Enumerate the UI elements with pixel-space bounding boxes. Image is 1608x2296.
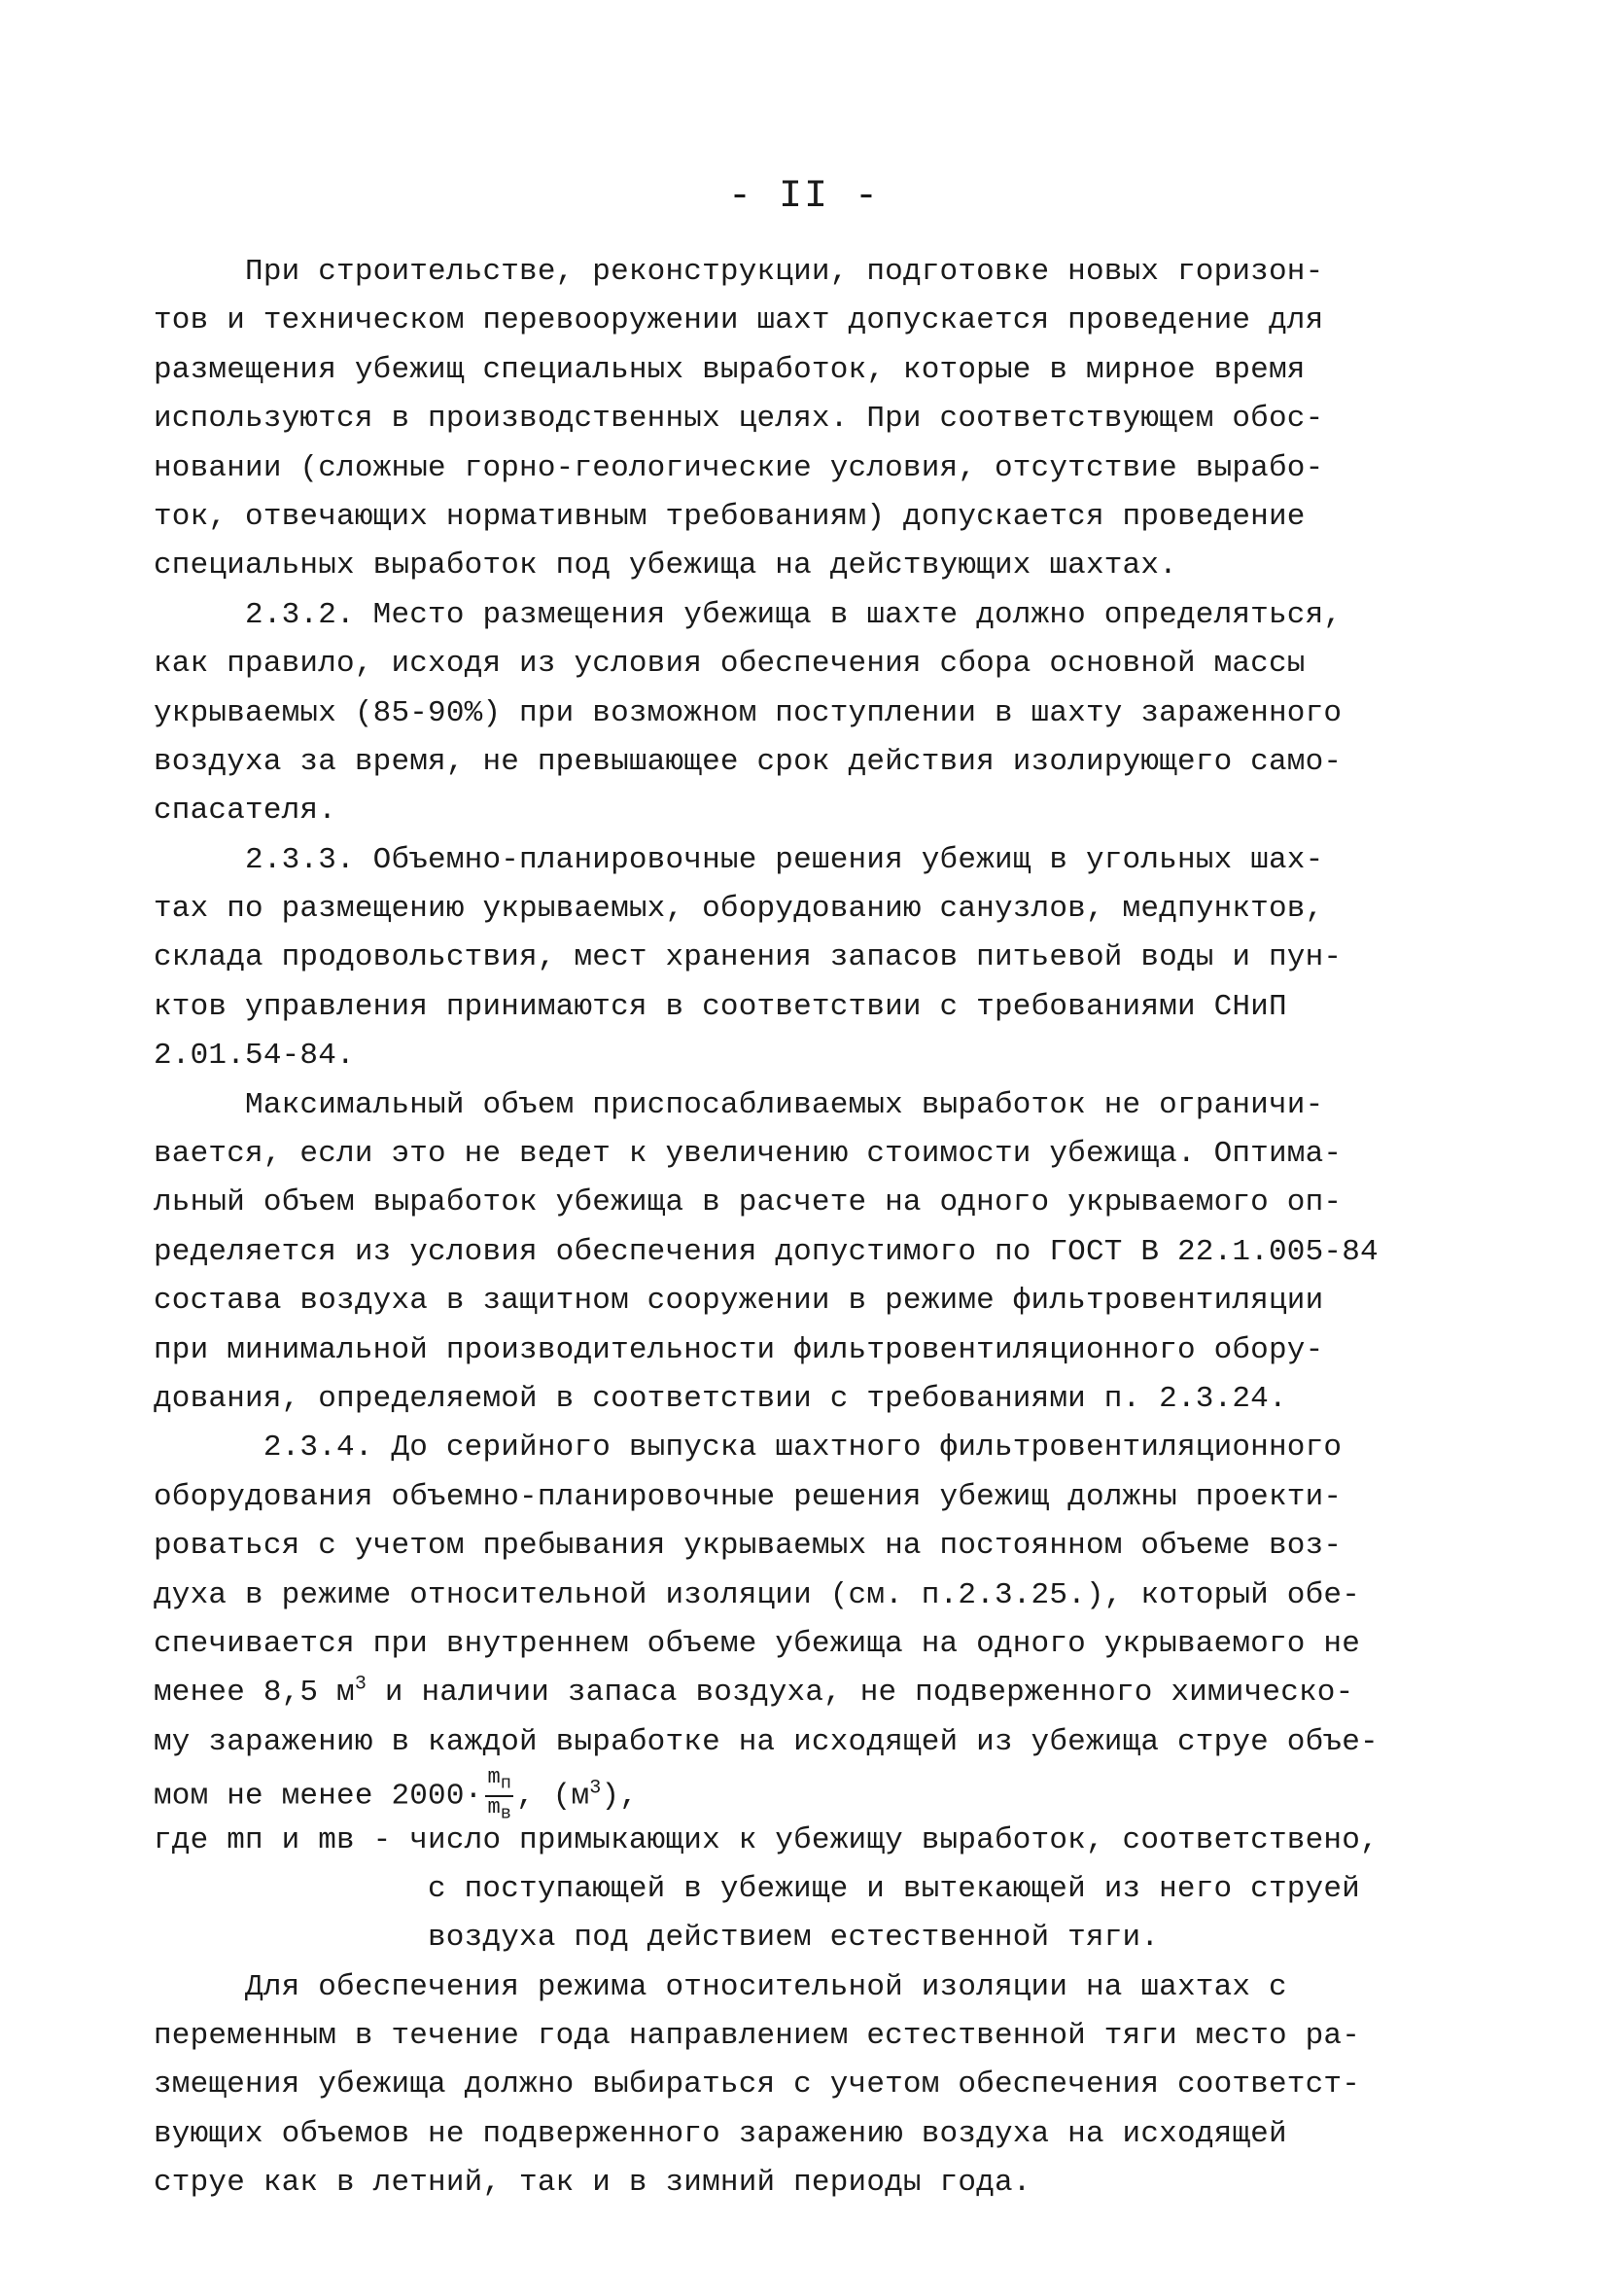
text-line: 2.3.2. Место размещения убежища в шахте должно определяться, [154, 597, 1343, 632]
text-line: При строительстве, реконструкции, подготовке новых горизон- [154, 255, 1324, 289]
text-line: Для обеспечения режима относительной изоляции на шахтах с [154, 1969, 1287, 2004]
text-line: дования, определяемой в соответствии с требованиями п. 2.3.24. [154, 1381, 1287, 1416]
text-line: спечивается при внутреннем объеме убежища на одного укрываемого не [154, 1626, 1360, 1661]
text-line: воздуха за время, не превышающее срок действия изолирующего само- [154, 744, 1343, 779]
text-line: му заражению в каждой выработке на исходящей из убежища струе объе- [154, 1724, 1379, 1759]
text-line: тов и техническом перевооружении шахт допускается проведение для [154, 303, 1324, 338]
text-line: ределяется из условия обеспечения допустимого по ГОСТ В 22.1.005-84 [154, 1234, 1379, 1269]
text-line: льный объем выработок убежища в расчете на одного укрываемого оп- [154, 1185, 1343, 1220]
text-line: спасателя. [154, 794, 337, 829]
text-line: ток, отвечающих нормативным требованиям) допускается проведение [154, 499, 1306, 534]
text-line: оборудования объемно-планировочные решения убежищ должны проекти- [154, 1479, 1343, 1514]
text-fragment: ), [601, 1779, 639, 1814]
text-fragment: мом не менее 2000· [154, 1779, 483, 1814]
text-line: состава воздуха в защитном сооружении в режиме фильтровентиляции [154, 1284, 1324, 1319]
text-fragment: , (м [516, 1779, 590, 1814]
text-line: 2.01.54-84. [154, 1039, 355, 1074]
text-line: ктов управления принимаются в соответствии с требованиями СНиП [154, 989, 1287, 1024]
text-line: духа в режиме относительной изоляции (см. п.2.3.25.), который обе- [154, 1577, 1360, 1612]
text-line: новании (сложные горно-геологические условия, отсутствие вырабо- [154, 450, 1324, 485]
fraction-numerator: $m_п$ [485, 1767, 513, 1796]
text-line: переменным в течение года направлением естественной тяги место ра- [154, 2019, 1360, 2054]
text-line: вается, если это не ведет к увеличению стоимости убежища. Оптима- [154, 1137, 1343, 1172]
definition-continuation: воздуха под действием естественной тяги. [428, 1921, 1160, 1956]
text-line: используются в производственных целях. При соответствующем обос- [154, 402, 1324, 437]
text-line: тах по размещению укрываемых, оборудованию санузлов, медпунктов, [154, 892, 1324, 927]
page-number: - II - [727, 175, 881, 219]
fraction-denominator: $m_в$ [487, 1794, 512, 1823]
document-body [154, 248, 1476, 2208]
text-line: вующих объемов не подверженного заражению воздуха на исходящей [154, 2116, 1287, 2151]
text-line: струе как в летний, так и в зимний периоды года. [154, 2166, 1031, 2201]
text-line: склада продовольствия, мест хранения запасов питьевой воды и пун- [154, 940, 1343, 975]
text-line-with-superscript [154, 1669, 1476, 1717]
text-line: роваться с учетом пребывания укрываемых на постоянном объеме воз- [154, 1529, 1343, 1564]
superscript-3: 3 [589, 1777, 602, 1800]
text-line: размещения убежищ специальных выработок, которые в мирное время [154, 352, 1306, 387]
definition-continuation: с поступающей в убежище и вытекающей из него струей [428, 1871, 1360, 1906]
text-line: Максимальный объем приспосабливаемых выработок не ограничи- [154, 1087, 1324, 1122]
text-line: специальных выработок под убежища на действующих шахтах. [154, 548, 1177, 583]
text-fragment: менее 8,5 м [154, 1676, 355, 1711]
formula-line [154, 1765, 1476, 1823]
superscript-3: 3 [354, 1674, 367, 1696]
text-line: 2.3.4. До серийного выпуска шахтного фильтровентиляционного [154, 1431, 1343, 1466]
text-line: змещения убежища должно выбираться с учетом обеспечения соответст- [154, 2067, 1360, 2102]
text-line: 2.3.3. Объемно-планировочные решения убежищ в угольных шах- [154, 842, 1324, 877]
text-line: при минимальной производительности фильтровентиляционного обору- [154, 1332, 1324, 1367]
text-line: как правило, исходя из условия обеспечения сбора основной массы [154, 647, 1306, 682]
text-line: укрываемых (85-90%) при возможном поступлении в шахту зараженного [154, 695, 1343, 730]
definition-line: где mп и mв - число примыкающих к убежищу выработок, соответствено, [154, 1822, 1379, 1857]
text-fragment: и наличии запаса воздуха, не подверженного химическо- [367, 1676, 1354, 1711]
